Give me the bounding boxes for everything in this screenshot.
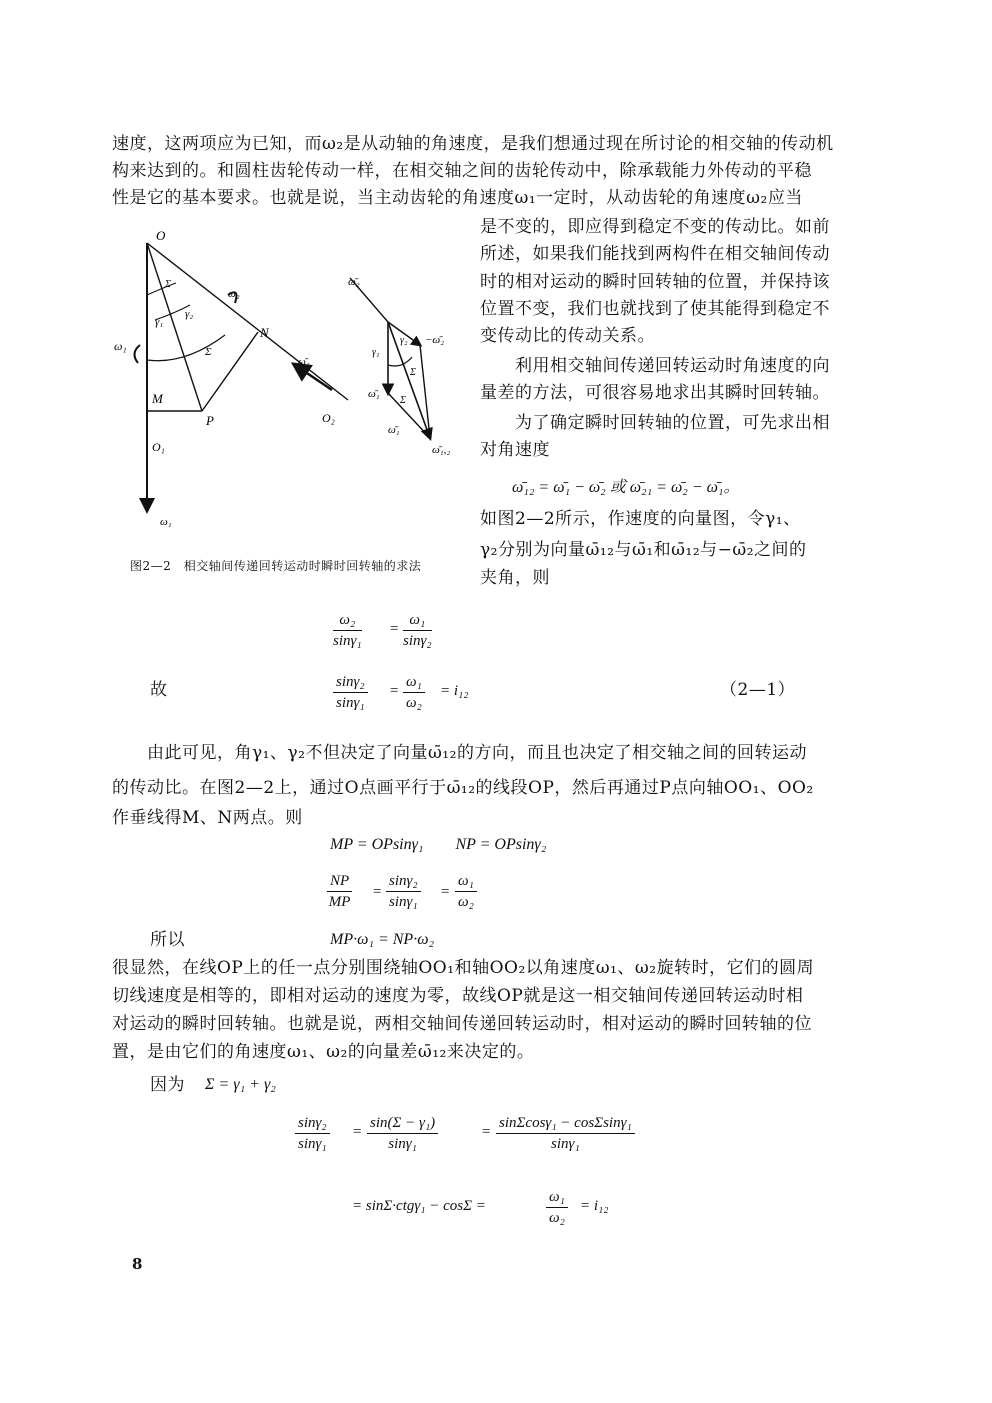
eq1-lhs-num: ω₂: [333, 612, 362, 631]
eq2-rhs-den: ω₂: [406, 695, 422, 711]
eq1-lhs-den: sinγ₁: [333, 633, 362, 649]
eq6-mid-den: sinγ₁: [388, 1136, 417, 1152]
eq4-equals1: =: [372, 884, 383, 900]
paragraph3-line1: 很显然，在线OP上的任一点分别围绕轴OO₁和轴OO₂以角速度ω₁、ω₂旋转时，它们的圆周: [112, 958, 815, 978]
right-col-after-line1: 如图2—2所示，作速度的向量图，令γ₁、: [480, 509, 801, 529]
label-O1: O₁: [152, 440, 165, 454]
figure-caption: 图2—2 相交轴间传递回转运动时瞬时回转轴的求法: [130, 559, 422, 573]
label-N: N: [260, 325, 269, 340]
page-number: 8: [132, 1255, 143, 1273]
eq2-equals: =: [389, 683, 400, 699]
eq7-frac: [546, 1189, 568, 1227]
because-prefix: 因为: [150, 1075, 185, 1095]
right-col-line9: 对角速度: [480, 440, 550, 460]
label-gamma1: γ₁: [155, 316, 164, 328]
eq4-rhs-den: ω₂: [458, 894, 474, 910]
label-w1: ω₁: [114, 339, 127, 353]
label-vsigma2: Σ: [400, 395, 406, 406]
eq4-rhs: [455, 873, 477, 911]
right-col-line5: 变传动比的传动关系。: [480, 326, 655, 346]
label-P: P: [206, 413, 214, 428]
paragraph3-line3: 对运动的瞬时回转轴。也就是说，两相交轴间传递回转运动时，相对运动的瞬时回转轴的位: [112, 1014, 812, 1034]
eq2-number: （2—1）: [720, 680, 796, 700]
eq7-num: ω₁: [546, 1189, 568, 1208]
paragraph2-line1: 由此可见，角γ₁、γ₂不但决定了向量ω̄₁₂的方向，而且也决定了相交轴之间的回转运动: [112, 743, 807, 763]
label-sigma-small: Σ: [165, 279, 171, 290]
eq2-prefix: 故: [150, 680, 168, 700]
eq4-mid-num: sinγ₂: [386, 873, 421, 892]
right-col-line4: 位置不变，我们也就找到了使其能得到稳定不: [480, 299, 830, 319]
eq1-equals: =: [389, 621, 400, 637]
label-vsigma: Σ: [410, 367, 416, 378]
label-vgamma2: γ₂: [400, 335, 408, 346]
label-w2-rotation: ω₂: [228, 288, 240, 300]
eq2-rhs-num: ω₁: [403, 674, 425, 693]
eq2-rhs: [403, 674, 425, 712]
eq4-rhs-num: ω₁: [455, 873, 477, 892]
label-vec-w2: ω̄₂: [298, 356, 310, 368]
eq2-lhs-den: sinγ₁: [336, 695, 365, 711]
label-vec-bottom: ω̄₁,₂: [432, 444, 451, 456]
right-col-line2: 所述，如果我们能找到两构件在相交轴间传动: [480, 244, 830, 264]
label-vec-right: −ω̄₂: [425, 334, 445, 346]
eq1-lhs: [333, 612, 362, 650]
eq4-mid-den: sinγ₁: [389, 894, 418, 910]
eq6-mid: [367, 1115, 438, 1153]
eq6-rhs-num: sinΣcosγ₁ − cosΣsinγ₁: [496, 1115, 635, 1134]
label-O: O: [156, 228, 166, 243]
eq4-lhs-den: MP: [328, 894, 351, 910]
eq2-tail: = i₁₂: [440, 683, 469, 699]
label-M: M: [152, 391, 163, 406]
eq1-rhs-num: ω₁: [403, 612, 432, 631]
paragraph3-line4: 置，是由它们的角速度ω₁、ω₂的向量差ω̄₁₂来决定的。: [112, 1042, 535, 1062]
label-vec-left: ω̄₁: [368, 388, 380, 400]
eq1-rhs-den: sinγ₂: [403, 633, 432, 649]
paragraph2-line3: 作垂线得M、N两点。则: [112, 808, 303, 828]
label-vec-top: ω̄₂: [348, 276, 360, 288]
paragraph1-line3: 性是它的基本要求。也就是说，当主动齿轮的角速度ω₁一定时，从动齿轮的角速度ω₂应当: [112, 188, 803, 208]
eq5-expr: MP·ω₁ = NP·ω₂: [330, 931, 435, 948]
right-col-line6: 利用相交轴间传递回转运动时角速度的向: [480, 356, 830, 376]
paragraph3-line2: 切线速度是相等的，即相对运动的速度为零，故线OP就是这一相交轴间传递回转运动时相: [112, 986, 804, 1006]
paragraph1-line2: 构来达到的。和圆柱齿轮传动一样，在相交轴之间的齿轮传动中，除承载能力外传动的平稳: [112, 161, 812, 181]
because-expr: Σ = γ₁ + γ₂: [205, 1076, 276, 1093]
label-O2: O₂: [322, 411, 335, 425]
relative-velocity-equation: ω̄₁₂ = ω̄₁ − ω̄₂ 或 ω̄₂₁ = ω̄₂ − ω̄₁。: [512, 479, 740, 496]
eq6-lhs-num: sinγ₂: [295, 1115, 330, 1134]
eq4-mid: [386, 873, 421, 911]
eq4-equals2: =: [440, 884, 451, 900]
eq7-den: ω₂: [549, 1210, 565, 1226]
eq4-lhs: [327, 873, 352, 911]
figure-2-2: [110, 225, 470, 535]
eq6-equals1: =: [352, 1124, 363, 1140]
right-col-after-line2: γ₂分别为向量ω̄₁₂与ω̄₁和ω̄₁₂与−ω̄₂之间的: [480, 540, 807, 560]
label-gamma2: γ₂: [185, 308, 194, 320]
eq3: MP = OPsinγ₁ NP = OPsinγ₂: [330, 836, 547, 853]
paragraph1-line1: 速度，这两项应为已知，而ω₂是从动轴的角速度，是我们想通过现在所讨论的相交轴的传动机: [112, 134, 834, 154]
eq4-lhs-num: NP: [327, 873, 352, 892]
eq6-rhs-den: sinγ₁: [551, 1136, 580, 1152]
right-col-line3: 时的相对运动的瞬时回转轴的位置，并保持该: [480, 272, 830, 292]
label-w-bottom: ω₁: [160, 516, 172, 528]
eq5-prefix: 所以: [150, 930, 185, 950]
label-sigma: Σ: [205, 346, 212, 358]
right-col-line1: 是不变的，即应得到稳定不变的传动比。如前: [480, 217, 830, 237]
eq1-rhs: [403, 612, 432, 650]
right-col-line8: 为了确定瞬时回转轴的位置，可先求出相: [480, 413, 830, 433]
paragraph2-line2: 的传动比。在图2—2上，通过O点画平行于ω̄₁₂的线段OP，然后再通过P点向轴OO₁、OO₂: [112, 778, 814, 798]
label-vgamma1: γ₁: [372, 347, 380, 358]
eq6-equals2: =: [481, 1124, 492, 1140]
eq7-tail: = i₁₂: [580, 1198, 609, 1214]
eq6-mid-num: sin(Σ − γ₁): [367, 1115, 438, 1134]
eq6-rhs: [496, 1115, 635, 1153]
eq6-lhs-den: sinγ₁: [298, 1136, 327, 1152]
right-col-after-line3: 夹角，则: [480, 568, 550, 588]
right-col-line7: 量差的方法，可很容易地求出其瞬时回转轴。: [480, 383, 830, 403]
eq2-lhs: [333, 674, 368, 712]
eq6-lhs: [295, 1115, 330, 1153]
eq2-lhs-num: sinγ₂: [333, 674, 368, 693]
eq7-lhs: = sinΣ·ctgγ₁ − cosΣ =: [352, 1198, 486, 1214]
label-vec-left2: ω̄₁: [388, 424, 400, 436]
